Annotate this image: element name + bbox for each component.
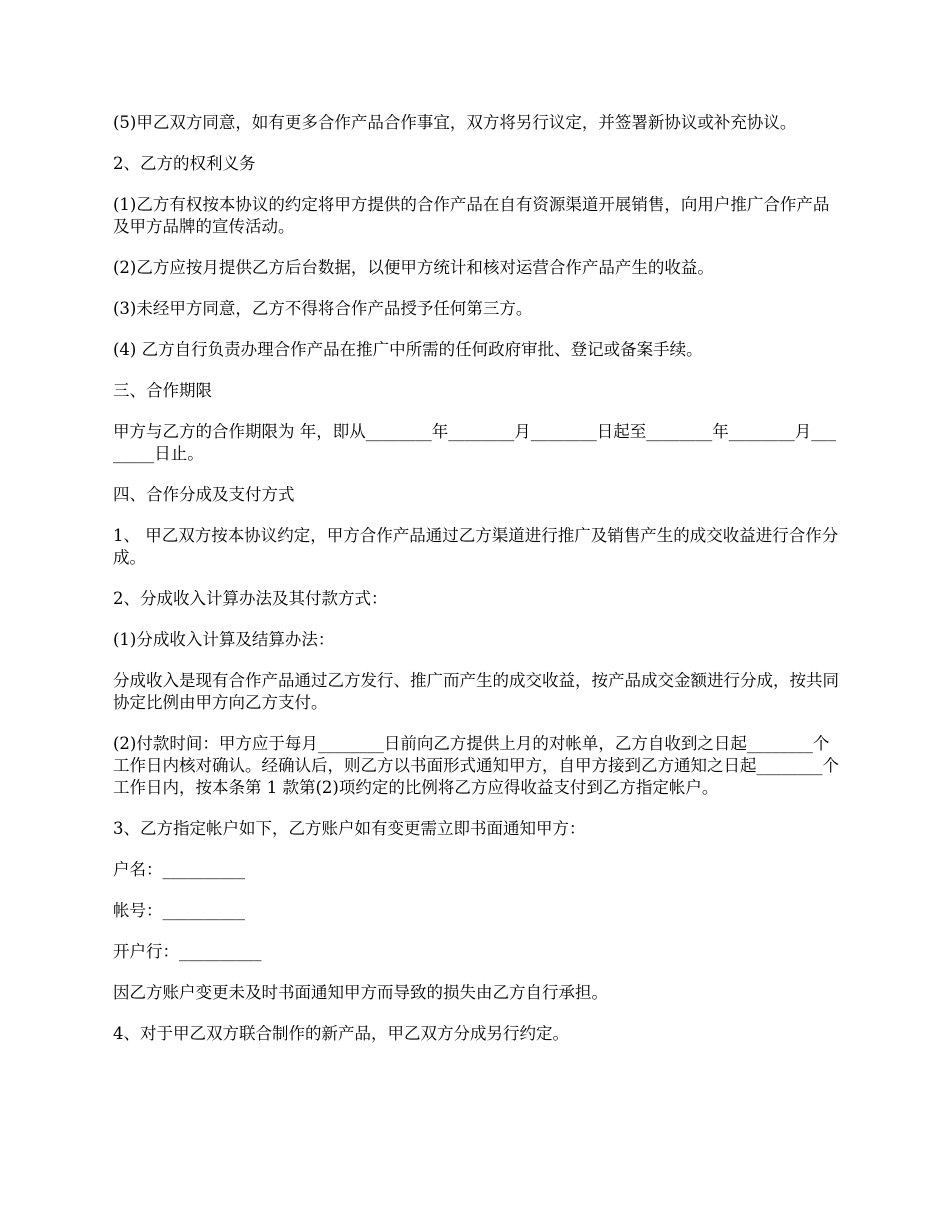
- clause-revenue-share-basis: 1、 甲乙双方按本协议约定，甲方合作产品通过乙方渠道进行推广及销售产生的成交收益进行合作分成。: [113, 526, 839, 567]
- clause-b2-monthly-data: (2)乙方应按月提供乙方后台数据，以便甲方统计和核对运营合作产品产生的收益。: [113, 258, 714, 277]
- clause-designated-account: 3、乙方指定帐户如下，乙方账户如有变更需立即书面通知甲方：: [113, 819, 586, 838]
- clause-calculation-method: 分成收入是现有合作产品通过乙方发行、推广而产生的成交收益，按产品成交金额进行分成，按共同协定比例由甲方向乙方支付。: [113, 671, 839, 712]
- clause-term-period: 甲方与乙方的合作期限为 年，即从________年________月________日起至________年________月________日止。: [113, 422, 836, 463]
- clause-calculation-method-heading: (1)分成收入计算及结算办法：: [113, 630, 335, 649]
- clause-b3-no-third-party: (3)未经甲方同意，乙方不得将合作产品授予任何第三方。: [113, 299, 533, 318]
- document-body: [113, 112, 843, 1064]
- account-name-field: 户名：__________: [113, 860, 245, 879]
- clause-5-additional-products: (5)甲乙双方同意，如有更多合作产品合作事宜，双方将另行议定，并签署新协议或补充协议。: [113, 113, 797, 132]
- section-heading-party-b-rights: 2、乙方的权利义务: [113, 154, 256, 173]
- clause-b1-sales-right: (1)乙方有权按本协议的约定将甲方提供的合作产品在自有资源渠道开展销售，向用户推广合作产品及甲方品牌的宣传活动。: [113, 195, 830, 236]
- account-number-field: 帐号：__________: [113, 901, 245, 920]
- clause-b4-approvals: (4) 乙方自行负责办理合作产品在推广中所需的任何政府审批、登记或备案手续。: [113, 340, 703, 359]
- section-heading-term: 三、合作期限: [113, 381, 212, 400]
- account-bank-field: 开户行：__________: [113, 942, 262, 961]
- clause-joint-products: 4、对于甲乙双方联合制作的新产品，甲乙双方分成另行约定。: [113, 1024, 569, 1043]
- section-heading-revenue-share: 四、合作分成及支付方式: [113, 485, 295, 504]
- clause-account-change-loss: 因乙方账户变更未及时书面通知甲方而导致的损失由乙方自行承担。: [113, 983, 608, 1002]
- clause-calculation-heading: 2、分成收入计算办法及其付款方式：: [113, 589, 388, 608]
- clause-payment-time: (2)付款时间：甲方应于每月________日前向乙方提供上月的对帐单，乙方自收到之日起________个工作日内核对确认。经确认后，则乙方以书面形式通知甲方，自甲方接到乙方通知之日起________个工作日内，按本条第 1 款第(2)项约定的比例将乙方应得收益支付到乙方指定帐户。: [113, 734, 839, 797]
